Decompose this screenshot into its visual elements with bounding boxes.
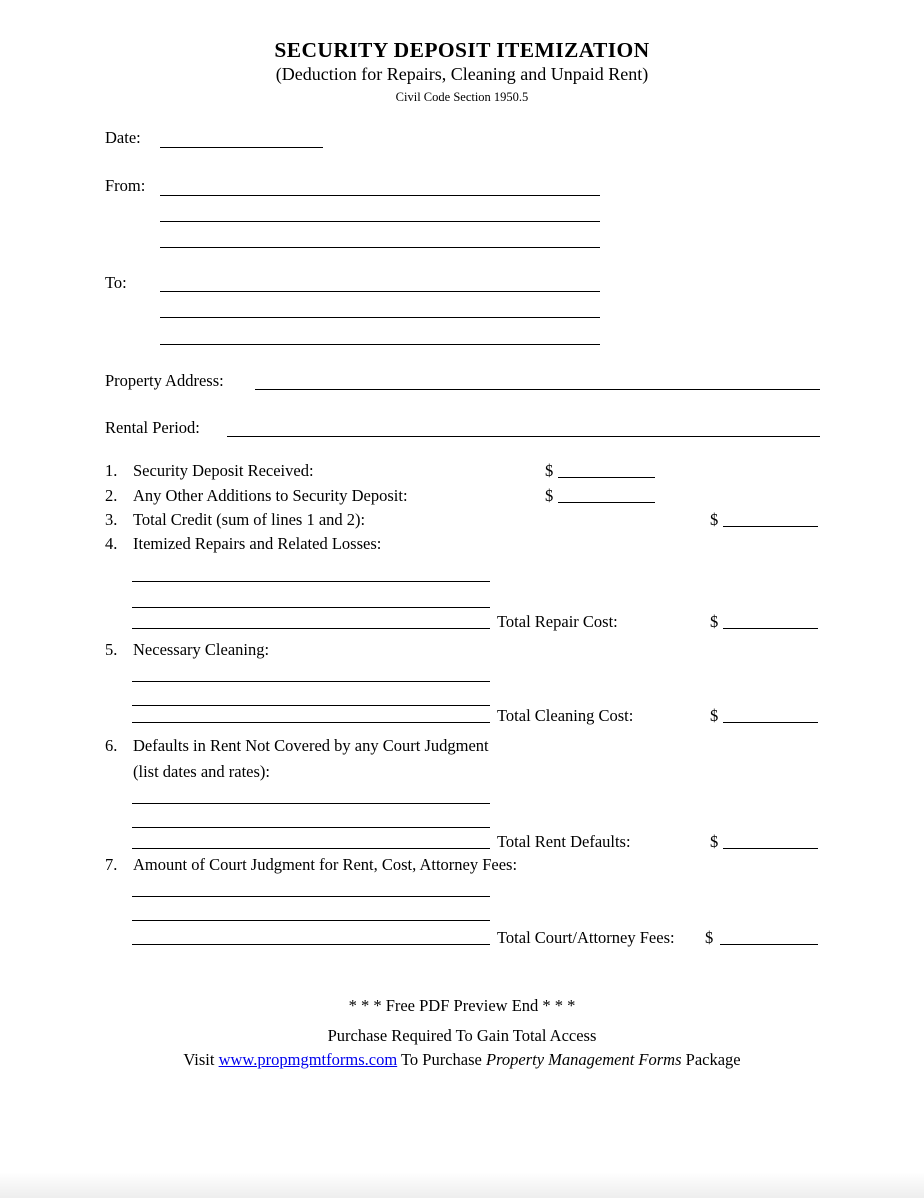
page-title: SECURITY DEPOSIT ITEMIZATION [274,38,650,62]
total-rent-defaults-label: Total Rent Defaults: [497,832,631,851]
total-court-attorney-dollar-sign: $ [705,928,714,947]
item-4-label: Itemized Repairs and Related Losses: [133,534,382,553]
item-3-label: Total Credit (sum of lines 1 and 2): [133,510,366,529]
item-7-label: Amount of Court Judgment for Rent, Cost, Attorney Fees: [133,855,518,874]
item-7-number: 7. [105,855,118,874]
item-4-detail-line-2[interactable] [132,607,490,608]
preview-end-text: * * * Free PDF Preview End * * * [348,996,576,1015]
page-bottom-shadow [0,1172,924,1198]
purchase-required-text: Purchase Required To Gain Total Access [327,1026,597,1045]
item-6-sublabel: (list dates and rates): [133,762,270,781]
total-rent-defaults-dollar-sign: $ [710,832,719,851]
civil-code-ref: Civil Code Section 1950.5 [395,90,529,104]
item-2-number: 2. [105,486,118,505]
item-5-detail-line-3[interactable] [132,722,490,723]
total-cleaning-cost-label: Total Cleaning Cost: [497,706,634,725]
visit-footer-line [0,1050,924,1070]
item-6-detail-line-3[interactable] [132,848,490,849]
item-2-amount-line[interactable] [558,502,655,503]
from-input-line-2[interactable] [160,221,600,222]
to-input-line-3[interactable] [160,344,600,345]
total-court-attorney-fees-label: Total Court/Attorney Fees: [497,928,675,947]
item-3-amount-line[interactable] [723,526,818,527]
item-5-number: 5. [105,640,118,659]
item-6-detail-line-1[interactable] [132,803,490,804]
item-6-number: 6. [105,736,118,755]
visit-middle-text: To Purchase [401,1050,482,1069]
from-label: From: [105,176,146,195]
item-1-dollar-sign: $ [545,461,554,480]
website-link[interactable]: www.propmgmtforms.com [218,1050,398,1069]
to-input-line-2[interactable] [160,317,600,318]
item-7-detail-line-3[interactable] [132,944,490,945]
item-5-label: Necessary Cleaning: [133,640,270,659]
property-address-label: Property Address: [105,371,224,390]
item-2-dollar-sign: $ [545,486,554,505]
item-7-detail-line-1[interactable] [132,896,490,897]
package-name-text: Property Management Forms [486,1050,682,1069]
form-subtitle: (Deduction for Repairs, Cleaning and Unpaid Rent) [275,64,649,84]
item-1-number: 1. [105,461,118,480]
total-rent-defaults-amount-line[interactable] [723,848,818,849]
to-label: To: [105,273,127,292]
item-4-detail-line-1[interactable] [132,581,490,582]
total-repair-amount-line[interactable] [723,628,818,629]
visit-prefix-text: Visit [183,1050,215,1069]
item-2-label: Any Other Additions to Security Deposit: [133,486,408,505]
item-7-detail-line-2[interactable] [132,920,490,921]
item-5-detail-line-1[interactable] [132,681,490,682]
item-4-number: 4. [105,534,118,553]
item-1-label: Security Deposit Received: [133,461,314,480]
item-1-amount-line[interactable] [558,477,655,478]
total-cleaning-amount-line[interactable] [723,722,818,723]
date-label: Date: [105,128,141,147]
property-address-input-line[interactable] [255,389,820,390]
item-4-detail-line-3[interactable] [132,628,490,629]
total-repair-cost-label: Total Repair Cost: [497,612,618,631]
total-repair-dollar-sign: $ [710,612,719,631]
rental-period-input-line[interactable] [227,436,820,437]
from-input-line-3[interactable] [160,247,600,248]
item-6-detail-line-2[interactable] [132,827,490,828]
from-input-line-1[interactable] [160,195,600,196]
to-input-line-1[interactable] [160,291,600,292]
visit-suffix-text: Package [685,1050,741,1069]
rental-period-label: Rental Period: [105,418,200,437]
total-court-attorney-amount-line[interactable] [720,944,818,945]
item-6-label: Defaults in Rent Not Covered by any Court Judgment [133,736,489,755]
item-3-number: 3. [105,510,118,529]
date-input-line[interactable] [160,147,323,148]
item-3-dollar-sign: $ [710,510,719,529]
item-5-detail-line-2[interactable] [132,705,490,706]
total-cleaning-dollar-sign: $ [710,706,719,725]
